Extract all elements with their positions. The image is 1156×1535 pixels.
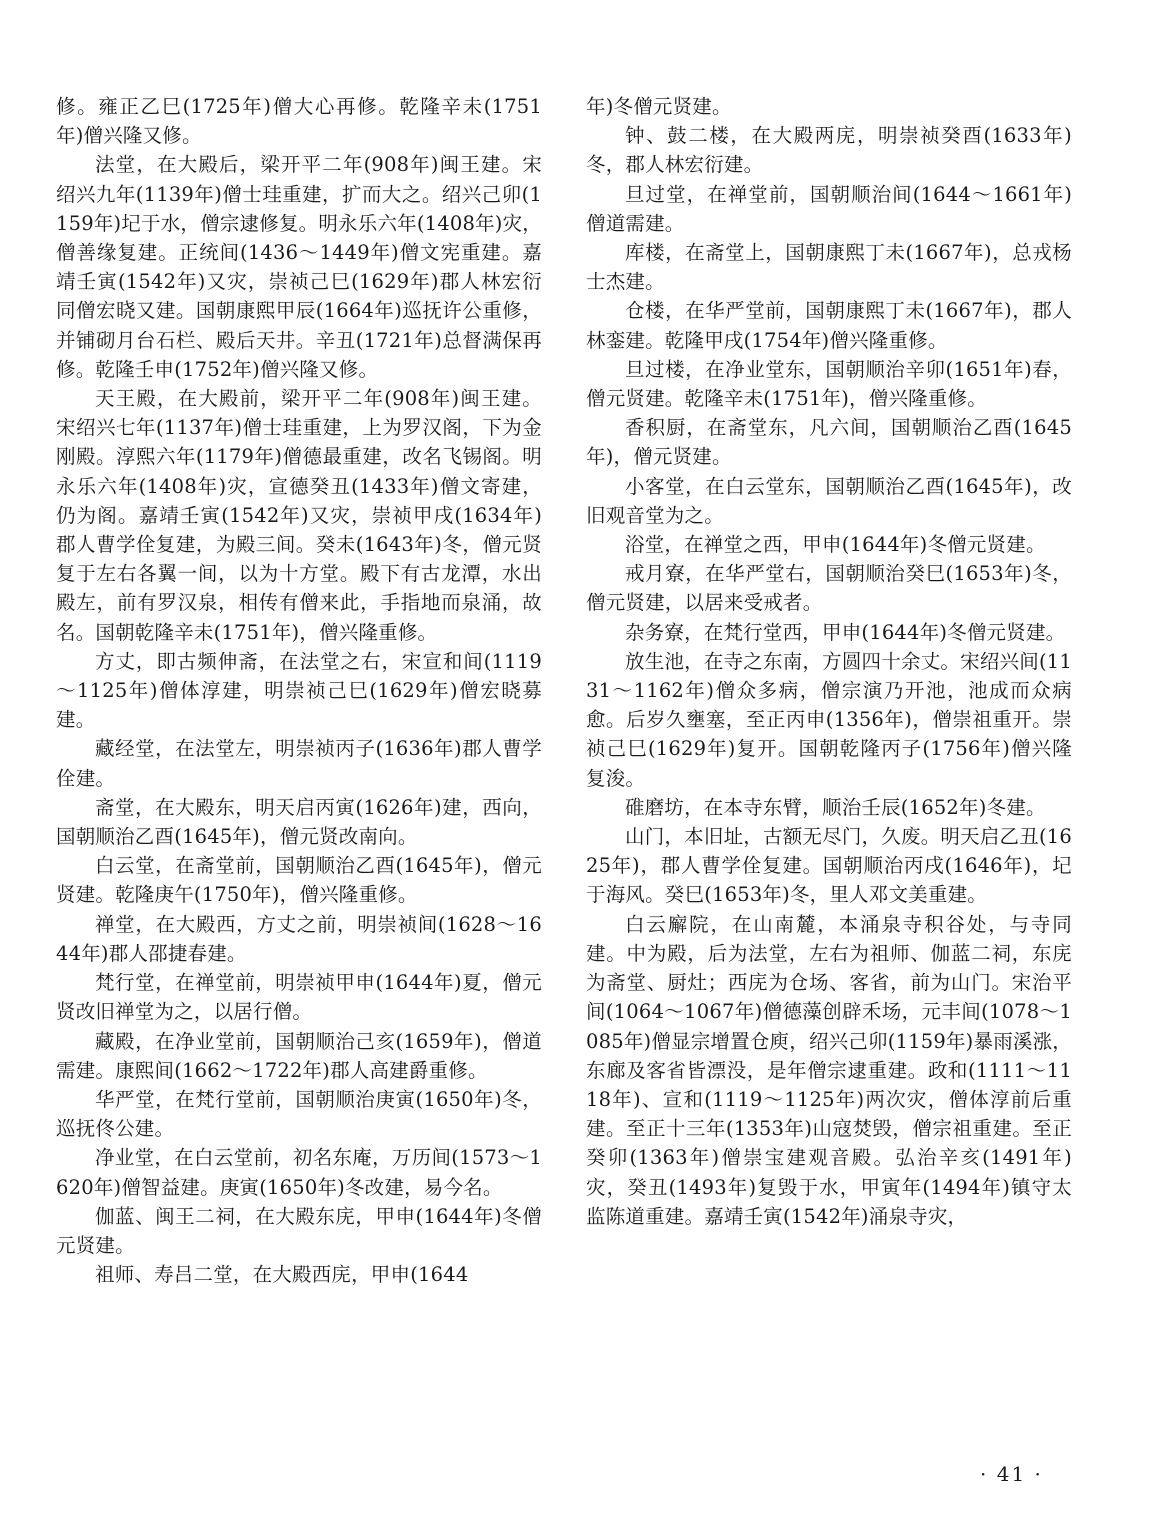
right-column — [586, 92, 1072, 1231]
paragraph: 梵行堂，在禅堂前，明崇祯甲申(1644年)夏，僧元贤改旧禅堂为之，以居行僧。 — [56, 971, 542, 1024]
paragraph: 年)冬僧元贤建。 — [586, 95, 732, 118]
paragraph: 戒月寮，在华严堂右，国朝顺治癸巳(1653年)冬，僧元贤建，以居来受戒者。 — [586, 562, 1072, 615]
paragraph: 禅堂，在大殿西，方丈之前，明崇祯间(1628～1644年)郡人邵捷春建。 — [56, 912, 542, 965]
paragraph: 藏殿，在净业堂前，国朝顺治己亥(1659年)，僧道需建。康熙间(1662～1722年)郡人高建爵重修。 — [56, 1029, 542, 1082]
paragraph: 仓楼，在华严堂前，国朝康熙丁未(1667年)，郡人林銮建。乾隆甲戌(1754年)僧兴隆重修。 — [586, 299, 1072, 352]
paragraph: 祖师、寿吕二堂，在大殿西庑，甲申(1644 — [95, 1263, 469, 1287]
paragraph: 斋堂，在大殿东，明天启丙寅(1626年)建，西向，国朝顺治乙酉(1645年)，僧元贤改南向。 — [56, 795, 542, 849]
paragraph: 放生池，在寺之东南，方圆四十余丈。宋绍兴间(1131～1162年)僧众多病，僧宗演乃开池，池成而众病愈。后岁久壅塞，至正丙申(1356年)，僧崇祖重开。崇祯己巳(1629年)复开。国朝乾隆丙子(1756年)僧兴隆复浚。 — [586, 649, 1072, 790]
paragraph: 白云堂，在斋堂前，国朝顺治乙酉(1645年)，僧元贤建。乾隆庚午(1750年)，僧兴隆重修。 — [56, 854, 542, 907]
paragraph: 库楼，在斋堂上，国朝康熙丁未(1667年)，总戎杨士杰建。 — [586, 241, 1072, 294]
paragraph: 伽蓝、闽王二祠，在大殿东庑，甲申(1644年)冬僧元贤建。 — [56, 1204, 542, 1257]
paragraph: 净业堂，在白云堂前，初名东庵，万历间(1573～1620年)僧智益建。庚寅(1650年)冬改建，易今名。 — [56, 1146, 542, 1199]
paragraph: 小客堂，在白云堂东，国朝顺治乙酉(1645年)，改旧观音堂为之。 — [586, 474, 1072, 527]
paragraph: 白云廨院，在山南麓，本涌泉寺积谷处，与寺同建。中为殿，后为法堂，左右为祖师、伽蓝二祠，东庑为斋堂、厨灶；西庑为仓场、客省，前为山门。宋治平间(1064～1067年)僧德藻创辟禾场，元丰间(1078～1085年)僧显宗增置仓庾，绍兴己卯(1159年)暴雨溪涨，东廊及客省皆漂没，是年僧宗逮重建。政和(1111～1118年)、宣和(1119～1125年)两次灾，僧体淳前后重建。至正十三年(1353年)山寇焚毁，僧宗祖重建。至正癸卯(1363年)僧崇宝建观音殿。弘治辛亥(1491年)灾，癸丑(1493年)复毁于水，甲寅年(1494年)镇守太监陈道重建。嘉靖壬寅(1542年)涌泉寺灾， — [586, 912, 1072, 1228]
paragraph: 钟、鼓二楼，在大殿两庑，明崇祯癸酉(1633年)冬，郡人林宏衍建。 — [586, 124, 1072, 177]
paragraph: 旦过楼，在净业堂东，国朝顺治辛卯(1651年)春，僧元贤建。乾隆辛未(1751年)，僧兴隆重修。 — [586, 357, 1072, 411]
page-number: · 41 · — [980, 1462, 1043, 1486]
paragraph: 旦过堂，在禅堂前，国朝顺治间(1644～1661年)僧道需建。 — [586, 182, 1072, 235]
paragraph: 山门，本旧址，古额无尽门，久废。明天启乙丑(1625年)，郡人曹学佺复建。国朝顺治丙戌(1646年)，圮于海风。癸巳(1653年)冬，里人邓文美重建。 — [586, 825, 1072, 907]
left-column — [56, 92, 542, 1289]
paragraph: 修。雍正乙巳(1725年)僧大心再修。乾隆辛未(1751年)僧兴隆又修。 — [56, 95, 542, 148]
paragraph: 天王殿，在大殿前，梁开平二年(908年)闽王建。宋绍兴七年(1137年)僧士珪重建，上为罗汉阁，下为金刚殿。淳熙六年(1179年)僧德最重建，改名飞锡阁。明永乐六年(1408年)灾，宣德癸丑(1433年)僧文寄建，仍为阁。嘉靖壬寅(1542年)又灾，崇祯甲戌(1634年)郡人曹学佺复建，为殿三间。癸未(1643年)冬，僧元贤复于左右各翼一间，以为十方堂。殿下有古龙潭，水出殿左，前有罗汉泉，相传有僧来此，手指地而泉涌，故名。国朝乾隆辛未(1751年)，僧兴隆重修。 — [56, 387, 542, 644]
paragraph: 法堂，在大殿后，梁开平二年(908年)闽王建。宋绍兴九年(1139年)僧士珪重建，扩而大之。绍兴己卯(1159年)圮于水，僧宗逮修复。明永乐六年(1408年)灾，僧善缘复建。正统间(1436～1449年)僧文宪重建。嘉靖壬寅(1542年)又灾，崇祯己巳(1629年)郡人林宏衍同僧宏晓又建。国朝康熙甲辰(1664年)巡抚许公重修，并铺砌月台石栏、殿后天井。辛丑(1721年)总督满保再修。乾隆壬申(1752年)僧兴隆又修。 — [56, 153, 542, 381]
paragraph: 香积厨，在斋堂东，凡六间，国朝顺治乙酉(1645年)，僧元贤建。 — [586, 416, 1072, 469]
paragraph: 浴堂，在禅堂之西，甲申(1644年)冬僧元贤建。 — [625, 533, 1046, 557]
paragraph: 杂务寮，在梵行堂西，甲申(1644年)冬僧元贤建。 — [625, 620, 1066, 644]
paragraph: 华严堂，在梵行堂前，国朝顺治庚寅(1650年)冬，巡抚佟公建。 — [56, 1087, 542, 1141]
paragraph: 藏经堂，在法堂左，明崇祯丙子(1636年)郡人曹学佺建。 — [56, 737, 542, 790]
paragraph: 碓磨坊，在本寺东臂，顺治壬辰(1652年)冬建。 — [625, 795, 1046, 819]
paragraph: 方丈，即古频伸斋，在法堂之右，宋宣和间(1119～1125年)僧体淳建，明崇祯己巳(1629年)僧宏晓募建。 — [56, 649, 542, 732]
